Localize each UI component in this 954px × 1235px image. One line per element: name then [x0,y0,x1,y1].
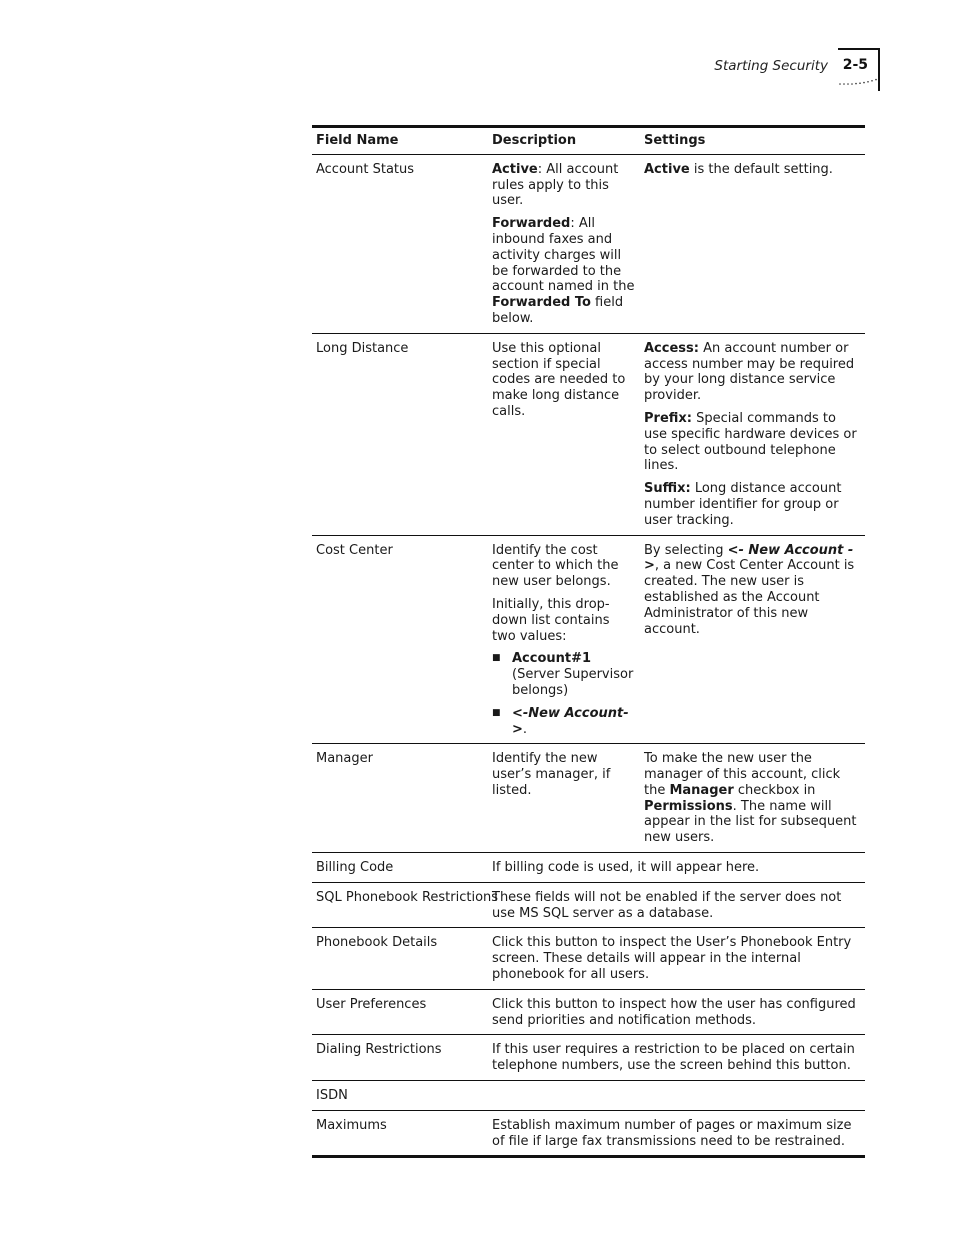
description-cell: If this user requires a restriction to be placed on certain telephone numbers, use the screen behind this button. [492,1042,855,1074]
text: To make the new user the manager of this account, click the [644,751,841,798]
description-cell [488,1081,865,1111]
settings-paragraph [644,341,861,404]
field-cell: User Preferences [316,996,427,1012]
text: : All account rules apply to this user. [492,161,619,209]
table-row [312,1110,865,1157]
settings-cell [640,154,865,333]
description-paragraph: Identify the cost center to which the new user belongs. [492,542,619,590]
term: <- New Account -> [644,542,854,574]
list-item-text [512,706,636,738]
table-row [312,744,865,853]
text: field below. [492,295,624,326]
settings-paragraph [644,543,861,638]
field-cell: Phonebook Details [316,935,438,951]
description-paragraph [492,162,636,209]
description-cell [488,154,640,333]
text: : All inbound faxes and activity charges will be forwarded to the account named in the [492,216,635,295]
field-cell: Billing Code [316,860,394,876]
table-row [312,333,865,535]
table-header-row [312,127,865,155]
field-cell: SQL Phonebook Restrictions [316,889,499,905]
field-table-container [312,125,865,1158]
page-header [600,48,890,92]
term: Forwarded [492,216,571,232]
description-cell: Use this optional section if special codes are needed to make long distance calls. [492,340,626,419]
field-cell: Long Distance [316,340,409,356]
term: Forwarded To [492,295,591,311]
description-cell: Click this button to inspect how the user has configured send priorities and notification methods. [492,996,856,1028]
description-cell: Click this button to inspect the User’s Phonebook Entry screen. These details will appear in the internal phonebook for all users. [492,935,852,983]
description-cell [488,535,640,744]
list-item [492,706,636,738]
table-row [312,928,865,989]
term: Active [492,161,538,177]
field-cell: ISDN [316,1088,348,1104]
term: Permissions [644,798,733,814]
text: Special commands to use specific hardware devices or to select outbound telephone lines. [644,410,857,474]
description-paragraph: Initially, this drop-down list contains two values: [492,596,610,644]
header-description: Description [492,133,577,148]
header-settings: Settings [644,133,706,148]
text: checkbox in [733,782,816,798]
field-cell: Account Status [316,161,415,177]
table-row [312,1081,865,1111]
description-cell: Establish maximum number of pages or maximum size of file if large fax transmissions need to be restrained. [492,1117,852,1149]
field-cell: Dialing Restrictions [316,1042,442,1058]
header-dots-decoration [838,78,878,86]
settings-paragraph [644,481,861,528]
text: is the default setting. [689,161,833,177]
description-cell: If billing code is used, it will appear here. [492,860,760,876]
text: Long distance account number identifier for group or user tracking. [644,481,842,528]
settings-paragraph [644,751,861,846]
table-row [312,154,865,333]
list-item [492,651,636,698]
settings-cell [640,535,865,744]
table-row [312,535,865,744]
text: , a new Cost Center Account is created. The new user is established as the Account Administrator of this new account. [644,558,855,637]
table-row [312,853,865,883]
settings-cell [640,744,865,853]
table-row [312,882,865,928]
description-cell: These fields will not be enabled if the server does not use MS SQL server as a database. [492,889,842,921]
text: . The name will appear in the list for subsequent new users. [644,798,857,846]
field-cell: Cost Center [316,542,393,558]
settings-cell [640,333,865,535]
header-rule [838,48,880,50]
text: (Server Supervisor belongs) [512,667,634,698]
header-field-name: Field Name [316,133,399,148]
term: Account#1 [512,651,592,667]
bullet-square-icon: ■ [492,707,501,718]
table-row [312,989,865,1035]
section-title: Starting Security [714,58,828,74]
text: . [522,721,528,737]
term: Suffix: [644,481,691,497]
description-cell: Identify the new user’s manager, if listed. [492,751,611,798]
settings-paragraph [644,162,861,178]
field-cell: Manager [316,751,373,767]
text: An account number or access number may be required by your long distance service provider. [644,340,855,404]
term: Prefix: [644,410,692,426]
page-number: 2-5 [842,57,868,73]
term: <-New Account-> [512,705,629,737]
header-vertical-rule [878,48,880,91]
field-cell: Maximums [316,1117,387,1133]
term: Active [644,161,690,177]
list-item-text [512,651,636,698]
settings-paragraph [644,411,861,474]
text: By selecting [644,542,728,558]
term: Manager [669,782,734,798]
term: Access: [644,340,699,356]
description-paragraph [492,216,636,327]
bullet-square-icon: ■ [492,653,501,664]
field-table [312,125,865,1158]
table-row [312,1035,865,1081]
